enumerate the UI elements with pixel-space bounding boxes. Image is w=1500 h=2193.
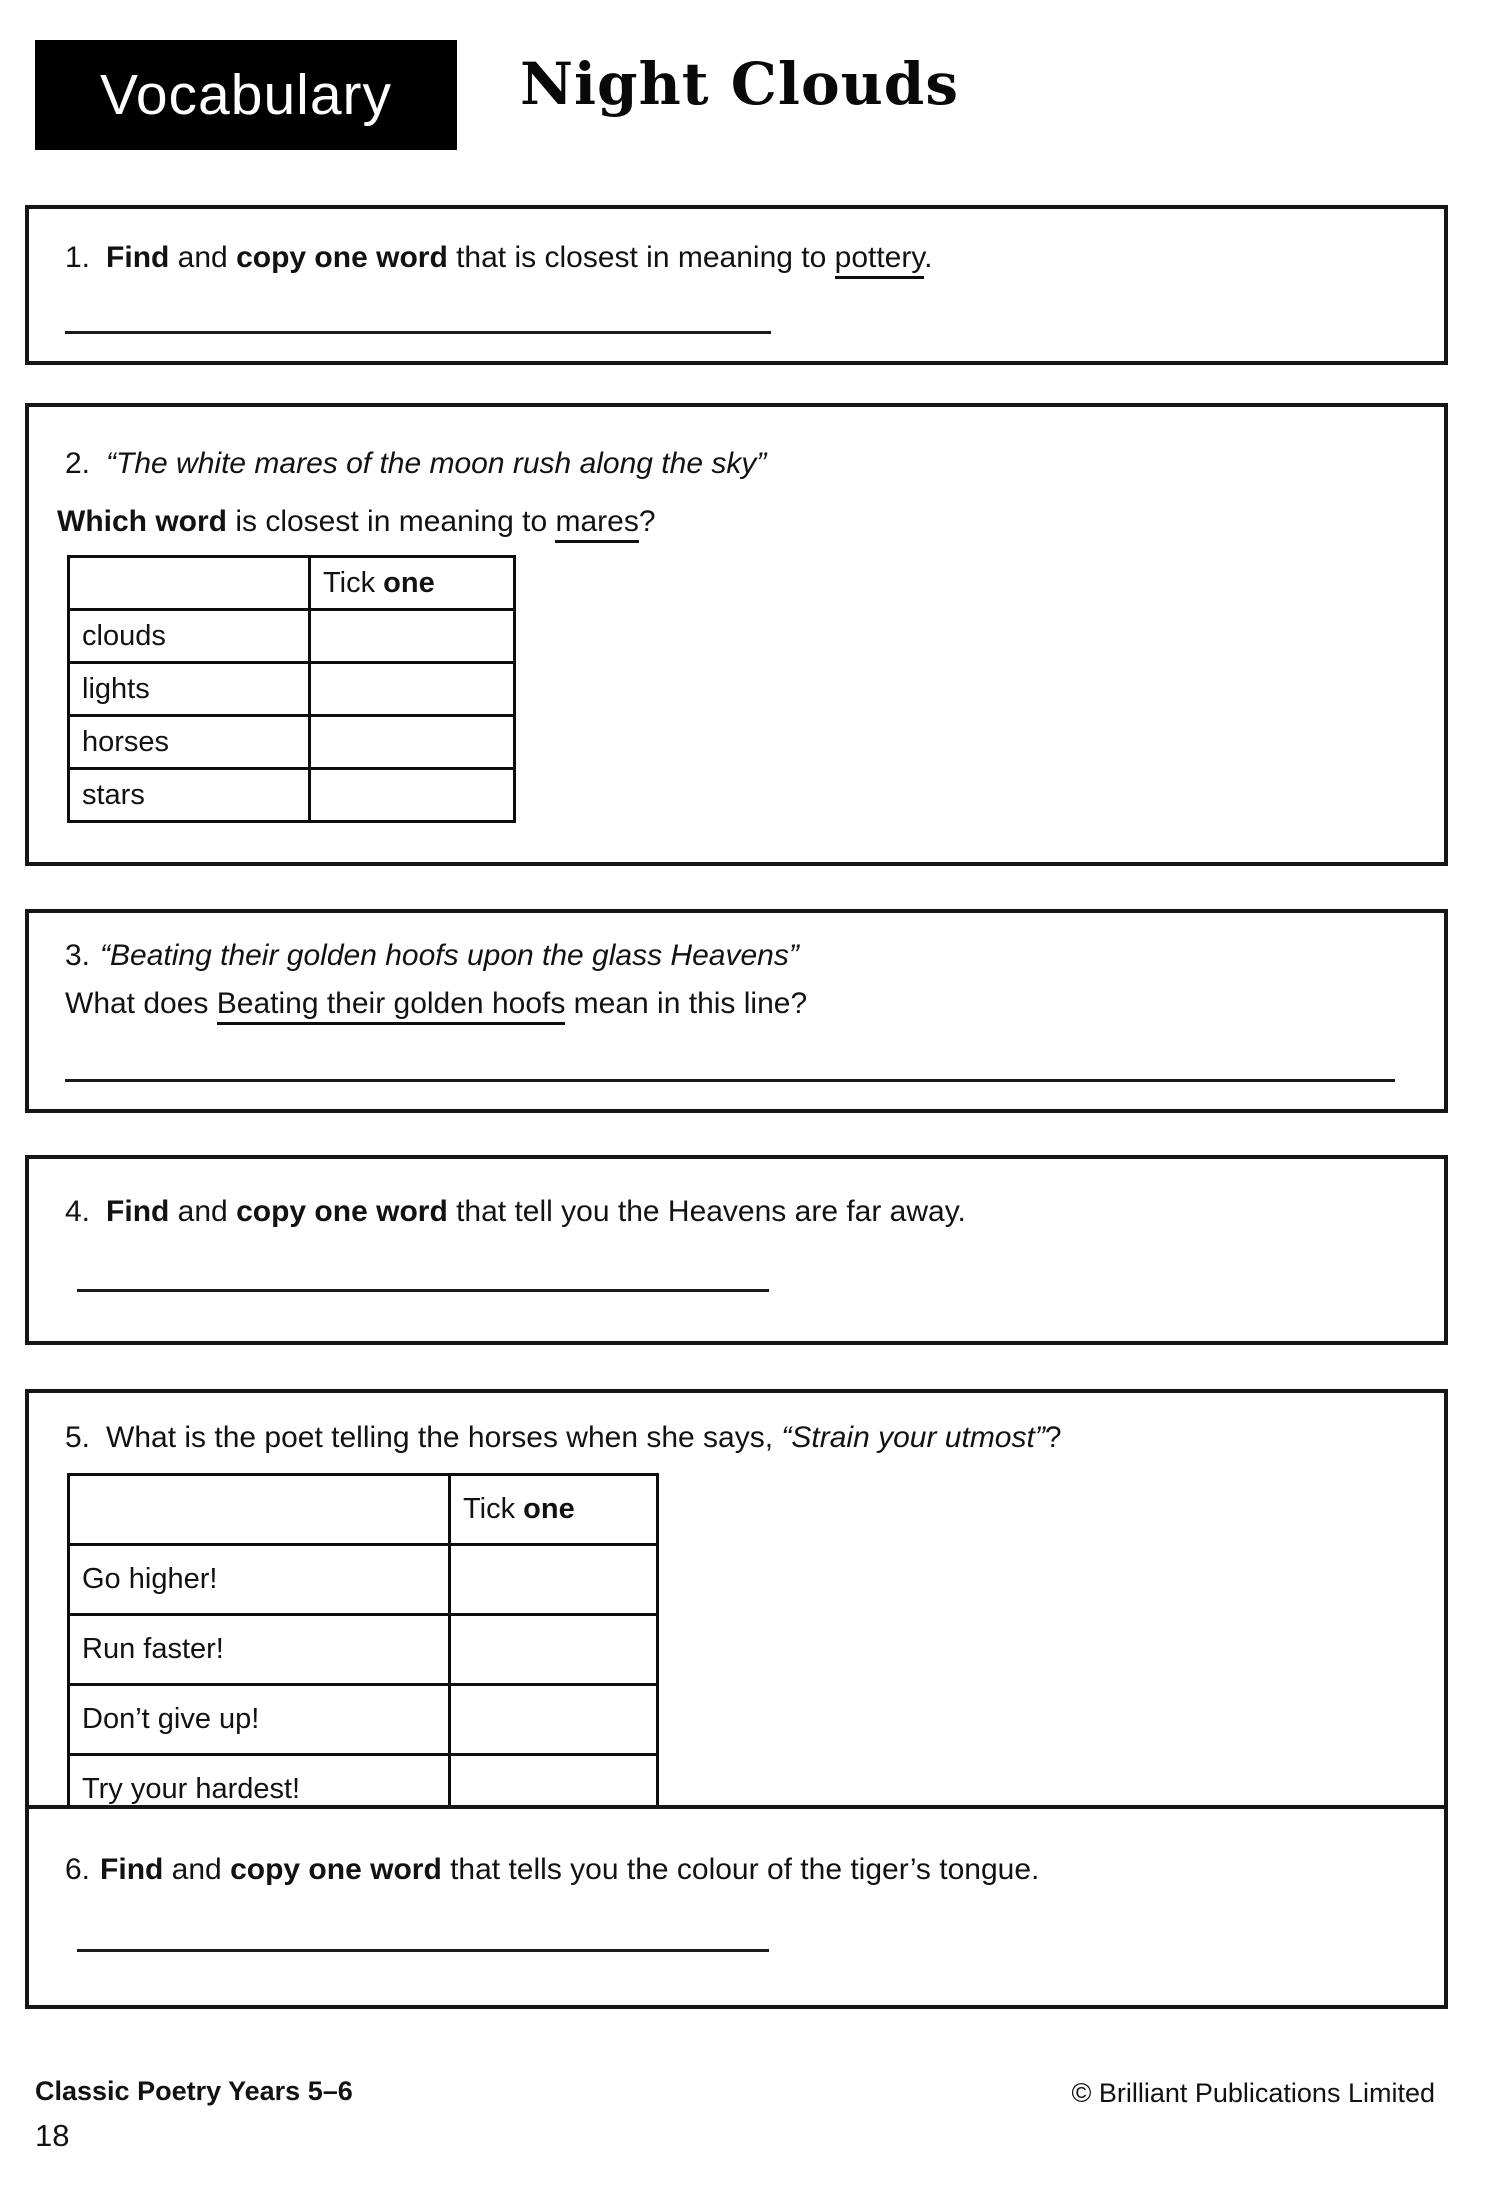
- q5-table-blank-header-cell: [69, 1475, 450, 1545]
- q2-number: 2.: [65, 447, 91, 480]
- q2-option-row-clouds: [69, 610, 515, 663]
- q1-underlined-word: pottery: [835, 241, 925, 279]
- q4-bold-copy-one-word: copy one word: [236, 1195, 448, 1228]
- q2-tick-table: [67, 555, 516, 823]
- q2-bold-which-word: Which word: [57, 505, 227, 538]
- question-3-box: [25, 909, 1448, 1113]
- q2-option-label-lights: lights: [69, 663, 310, 716]
- q2-quote: “The white mares of the moon rush along the sky”: [106, 447, 767, 480]
- q5-tick-cell-run-faster[interactable]: [450, 1615, 658, 1685]
- q5-option-label-go-higher: Go higher!: [69, 1545, 450, 1615]
- q2-option-row-stars: [69, 769, 515, 822]
- q3-number: 3.: [65, 939, 91, 972]
- q5-pre: What is the poet telling the horses when she says,: [106, 1421, 782, 1454]
- q2-option-row-lights: [69, 663, 515, 716]
- q6-and: and: [163, 1853, 231, 1886]
- q2-end-punctuation: ?: [638, 505, 656, 538]
- q6-number: 6.: [65, 1853, 91, 1886]
- tick-label: Tick: [323, 566, 384, 599]
- q5-tick-table: [67, 1473, 659, 1826]
- question-3-quote-line: [65, 937, 799, 975]
- q2-tick-cell-clouds[interactable]: [310, 610, 515, 663]
- q1-bold-find: Find: [106, 241, 170, 274]
- q3-answer-line[interactable]: [65, 1079, 1395, 1082]
- question-4-box: [25, 1155, 1448, 1345]
- q2-tick-cell-lights[interactable]: [310, 663, 515, 716]
- q2-table-blank-header-cell: [69, 557, 310, 610]
- q5-tick-cell-go-higher[interactable]: [450, 1545, 658, 1615]
- question-2-quote-line: [65, 445, 766, 483]
- tick-one-label: one: [523, 1493, 575, 1525]
- q6-answer-line[interactable]: [77, 1949, 769, 1952]
- q3-underlined-phrase: Beating their golden hoofs: [217, 987, 566, 1025]
- vocabulary-badge: [35, 40, 457, 150]
- q5-option-row-go-higher: [69, 1545, 658, 1615]
- q2-tick-cell-stars[interactable]: [310, 769, 515, 822]
- question-4-text: [65, 1193, 966, 1231]
- q5-option-row-run-faster: [69, 1615, 658, 1685]
- question-2-box: [25, 403, 1448, 866]
- q6-bold-find: Find: [100, 1853, 164, 1886]
- question-3-text: [65, 985, 807, 1023]
- tick-one-label: one: [383, 566, 435, 599]
- q2-tick-cell-horses[interactable]: [310, 716, 515, 769]
- q2-option-label-stars: stars: [69, 769, 310, 822]
- q2-option-label-horses: horses: [69, 716, 310, 769]
- page-title: Night Clouds: [520, 50, 960, 118]
- question-1-text: [65, 239, 932, 277]
- question-1-box: [25, 205, 1448, 365]
- q2-option-label-clouds: clouds: [69, 610, 310, 663]
- q1-and: and: [169, 241, 237, 274]
- q4-and: and: [169, 1195, 237, 1228]
- q5-option-label-run-faster: Run faster!: [69, 1615, 450, 1685]
- q4-bold-find: Find: [106, 1195, 170, 1228]
- q1-answer-line[interactable]: [65, 331, 771, 334]
- q1-rest: that is closest in meaning to: [447, 241, 835, 274]
- q1-number: 1.: [65, 241, 91, 274]
- q4-number: 4.: [65, 1195, 91, 1228]
- q5-tick-one-header-cell: [450, 1475, 658, 1545]
- vocabulary-badge-label: Vocabulary: [99, 63, 393, 127]
- footer-page-number: 18: [35, 2118, 70, 2153]
- q2-option-row-horses: [69, 716, 515, 769]
- q2-rest: is closest in meaning to: [226, 505, 556, 538]
- q2-table-header-row: [69, 557, 515, 610]
- question-2-text: [57, 503, 656, 541]
- footer-series-title: Classic Poetry Years 5–6: [35, 2076, 353, 2106]
- question-6-box: [25, 1805, 1448, 2009]
- q6-bold-copy-one-word: copy one word: [230, 1853, 442, 1886]
- q4-answer-line[interactable]: [77, 1289, 769, 1292]
- q3-post: mean in this line?: [565, 987, 808, 1020]
- q3-quote: “Beating their golden hoofs upon the glass Heavens”: [100, 939, 799, 972]
- q5-option-label-try-your-hardest: Try your hardest!: [69, 1755, 450, 1825]
- q5-option-row-dont-give-up: [69, 1685, 658, 1755]
- q4-rest: that tell you the Heavens are far away.: [447, 1195, 966, 1228]
- question-5-text: [65, 1419, 1062, 1457]
- q1-end-punctuation: .: [924, 241, 933, 274]
- q5-end-punctuation: ?: [1044, 1421, 1062, 1454]
- q6-rest: that tells you the colour of the tiger’s tongue.: [441, 1853, 1040, 1886]
- tick-label: Tick: [463, 1493, 524, 1525]
- q2-underlined-word: mares: [555, 505, 638, 543]
- q5-quote: “Strain your utmost”: [781, 1421, 1045, 1454]
- footer-copyright: © Brilliant Publications Limited: [1071, 2078, 1435, 2108]
- q3-pre: What does: [65, 987, 217, 1020]
- q2-tick-one-header-cell: [310, 557, 515, 610]
- q1-bold-copy-one-word: copy one word: [236, 241, 448, 274]
- q5-table-header-row: [69, 1475, 658, 1545]
- q5-option-label-dont-give-up: Don’t give up!: [69, 1685, 450, 1755]
- q5-number: 5.: [65, 1421, 91, 1454]
- question-6-text: [65, 1851, 1039, 1889]
- q5-tick-cell-dont-give-up[interactable]: [450, 1685, 658, 1755]
